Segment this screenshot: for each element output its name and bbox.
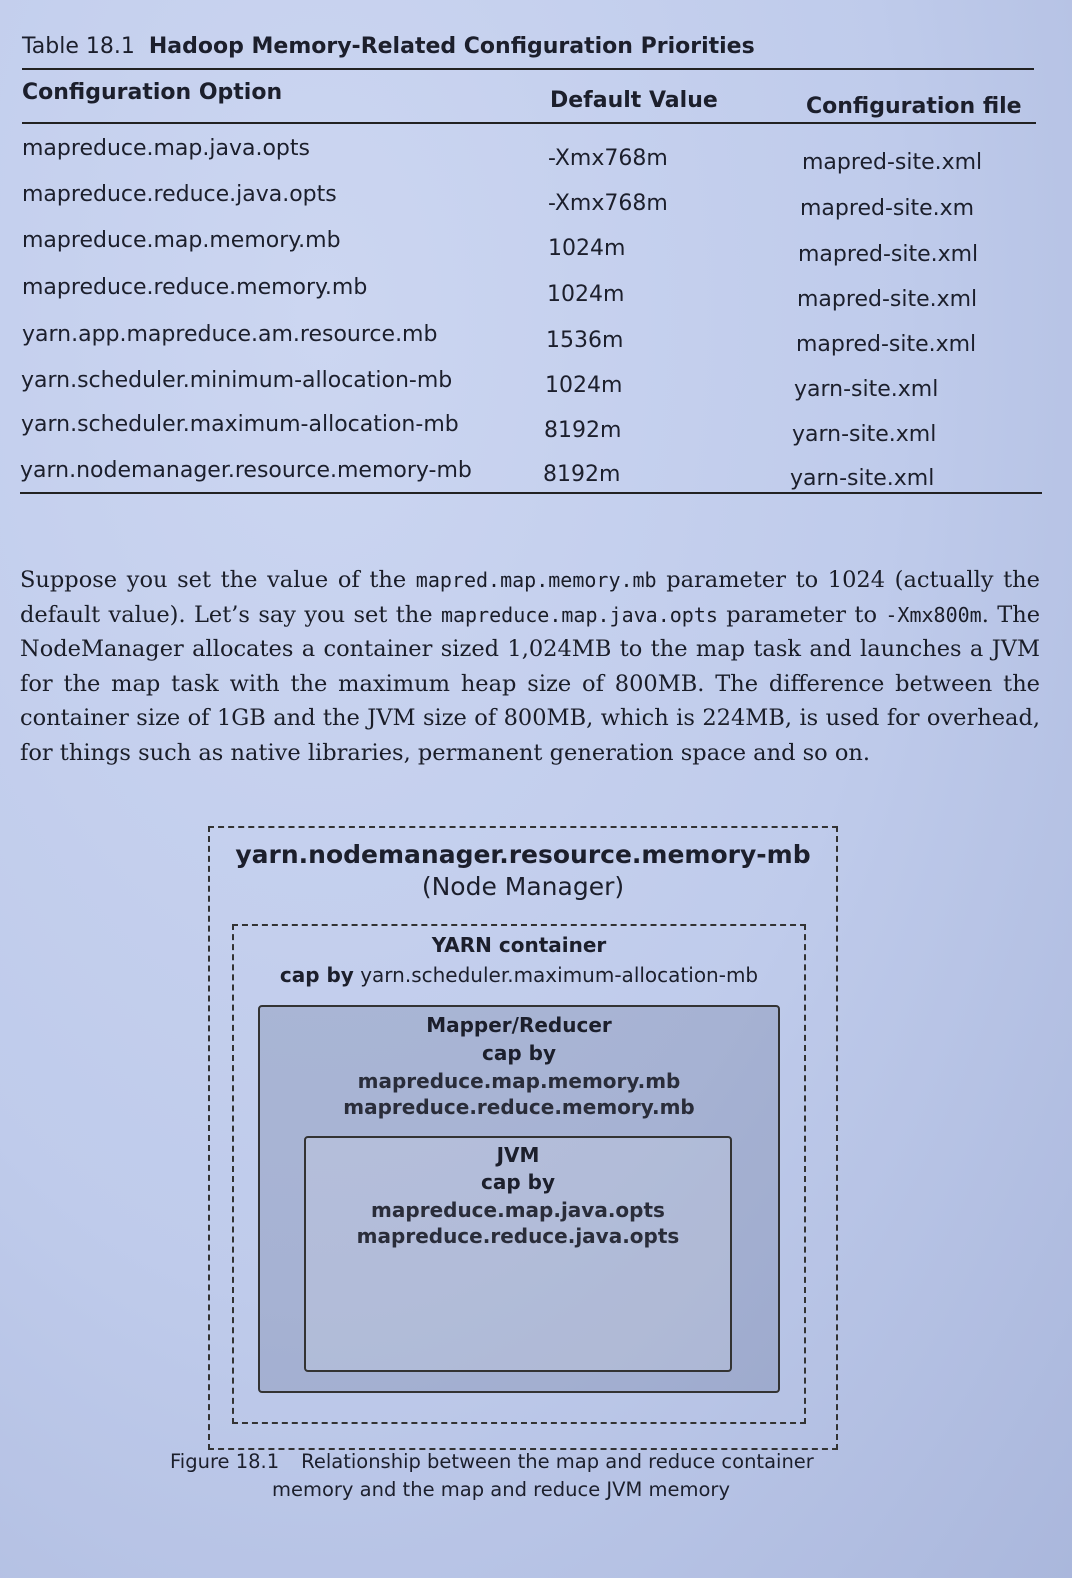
table-title: Hadoop Memory-Related Configuration Priorities bbox=[148, 34, 755, 59]
paragraph-text: . The NodeManager allocates a container sized 1,024MB to the map task and launches a JVM for the map task with the maximum heap size of 800MB. The difference between the container size of 1GB and the JVM size of 800MB, which is 224MB, is used for overhead, for things such as native libraries, permanent generation space and so on. bbox=[20, 601, 1041, 766]
option-cell: yarn.nodemanager.resource.memory-mb bbox=[20, 458, 472, 483]
mapper-reducer-cap: cap by bbox=[482, 1041, 556, 1065]
inline-code: mapred.map.memory.mb bbox=[415, 568, 657, 592]
file-cell: mapred-site.xml bbox=[802, 150, 983, 175]
option-cell: mapreduce.map.java.opts bbox=[22, 136, 310, 161]
option-cell: mapreduce.map.memory.mb bbox=[22, 228, 341, 253]
node-manager-resource-label: yarn.nodemanager.resource.memory-mb bbox=[235, 840, 811, 869]
table-top-rule bbox=[22, 68, 1034, 70]
file-cell: mapred-site.xml bbox=[798, 242, 979, 267]
yarn-container-title: YARN container bbox=[431, 933, 607, 957]
default-cell: 1536m bbox=[546, 328, 624, 353]
file-cell: mapred-site.xml bbox=[797, 287, 978, 312]
paragraph-text: parameter to 1024 (actually the default value). Let’s say you set the bbox=[20, 567, 1040, 628]
default-cell: 1024m bbox=[545, 373, 623, 398]
header-configuration-option: Configuration Option bbox=[22, 80, 283, 105]
mapper-reducer-title: Mapper/Reducer bbox=[426, 1013, 612, 1037]
yarn-container-cap bbox=[232, 962, 806, 989]
header-default-value: Default Value bbox=[550, 88, 718, 113]
body-paragraph bbox=[20, 563, 1040, 770]
table-caption bbox=[22, 34, 755, 59]
table-bottom-rule bbox=[20, 492, 1042, 494]
figure-caption-line2: memory and the map and reduce JVM memory bbox=[272, 1478, 730, 1501]
inline-code: -Xmx800m bbox=[885, 602, 982, 627]
figure-caption-line1 bbox=[170, 1448, 870, 1476]
inline-code: mapreduce.map.java.opts bbox=[440, 602, 718, 627]
file-cell: mapred-site.xml bbox=[796, 332, 977, 357]
mapper-reducer-line1: mapreduce.map.memory.mb bbox=[357, 1069, 681, 1093]
paragraph-text: Suppose you set the value of the bbox=[20, 567, 416, 593]
mapper-reducer-line2: mapreduce.reduce.memory.mb bbox=[343, 1095, 695, 1119]
cap-value: yarn.scheduler.maximum-allocation-mb bbox=[360, 963, 759, 987]
default-cell: -Xmx768m bbox=[548, 191, 668, 216]
default-cell: 8192m bbox=[543, 462, 621, 487]
default-cell: 8192m bbox=[544, 418, 622, 443]
table-number: Table 18.1 bbox=[22, 34, 135, 59]
jvm-title: JVM bbox=[496, 1143, 540, 1167]
default-cell: 1024m bbox=[548, 236, 626, 261]
option-cell: mapreduce.reduce.memory.mb bbox=[22, 275, 368, 300]
figure-number: Figure 18.1 bbox=[170, 1450, 280, 1473]
option-cell: yarn.scheduler.minimum-allocation-mb bbox=[21, 368, 453, 393]
jvm-line2: mapreduce.reduce.java.opts bbox=[356, 1224, 680, 1248]
file-cell: yarn-site.xml bbox=[792, 422, 937, 447]
option-cell: yarn.scheduler.maximum-allocation-mb bbox=[21, 412, 459, 437]
option-cell: yarn.app.mapreduce.am.resource.mb bbox=[22, 322, 438, 347]
header-configuration-file: Configuration file bbox=[806, 94, 1022, 119]
file-cell: mapred-site.xm bbox=[800, 196, 975, 221]
option-cell: mapreduce.reduce.java.opts bbox=[22, 182, 337, 207]
figure-caption-text: Relationship between the map and reduce container bbox=[301, 1450, 814, 1473]
default-cell: -Xmx768m bbox=[548, 146, 668, 171]
jvm-cap: cap by bbox=[481, 1170, 555, 1194]
cap-by-label: cap by bbox=[279, 963, 354, 987]
node-manager-label: (Node Manager) bbox=[421, 872, 625, 901]
file-cell: yarn-site.xml bbox=[794, 377, 939, 402]
default-cell: 1024m bbox=[547, 282, 625, 307]
jvm-line1: mapreduce.map.java.opts bbox=[371, 1198, 665, 1222]
file-cell: yarn-site.xml bbox=[790, 466, 935, 491]
paragraph-text: parameter to bbox=[717, 601, 886, 628]
table-header-rule bbox=[22, 122, 1036, 124]
figure-caption bbox=[170, 1448, 870, 1504]
